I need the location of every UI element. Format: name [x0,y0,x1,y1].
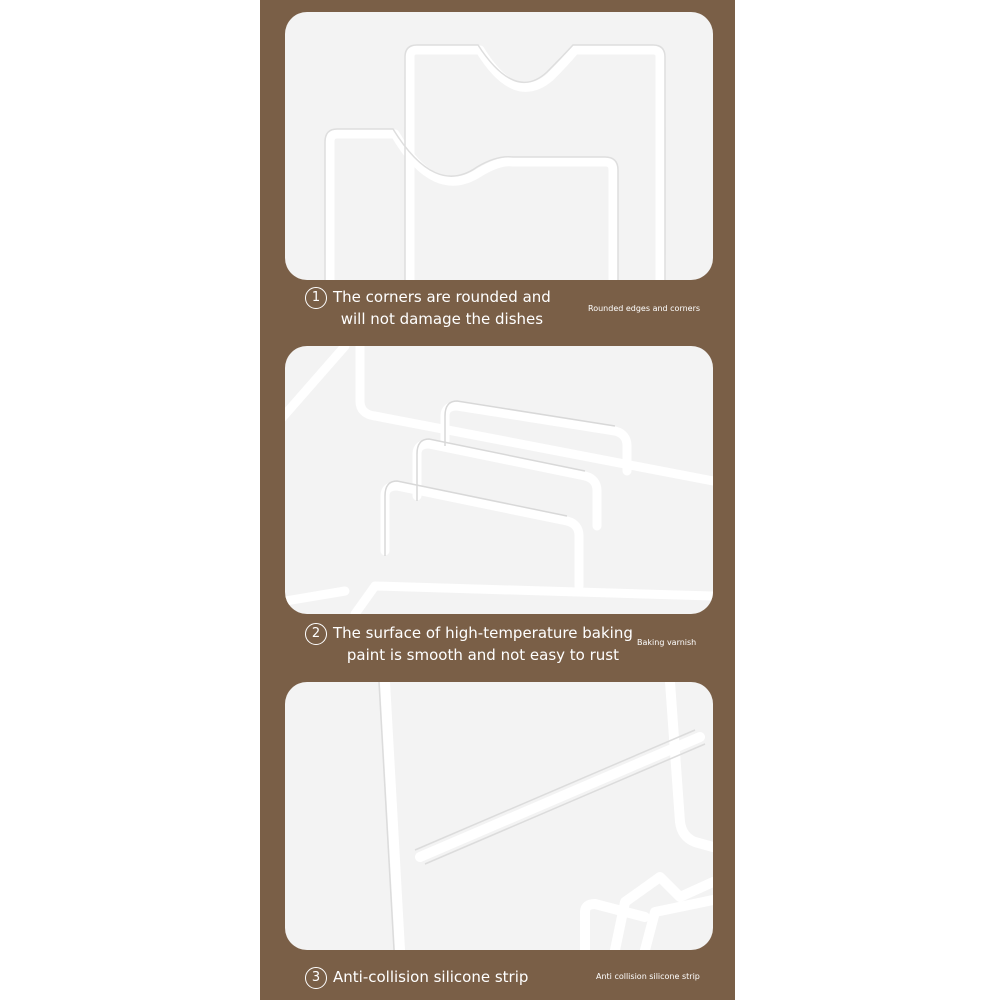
rack-illustration-3 [285,682,713,950]
photo-baking-varnish [285,346,713,614]
caption-1 [305,286,551,330]
number-badge-2: 2 [305,623,327,645]
rack-illustration-1 [285,12,713,280]
caption-1-line2: will not damage the dishes [340,310,544,328]
rack-illustration-2 [285,346,713,614]
caption-3 [305,966,528,989]
caption-3-line1: Anti-collision silicone strip [333,968,529,986]
side-label-1: Rounded edges and corners [588,304,701,313]
photo-rounded-corners [285,12,713,280]
photo-silicone-strip [285,682,713,950]
side-label-2: Baking varnish [637,638,697,647]
side-label-3: Anti collision silicone strip [596,972,700,981]
caption-2 [305,622,633,666]
caption-2-line2: paint is smooth and not easy to rust [346,646,619,664]
caption-1-line1: The corners are rounded and [333,288,551,306]
number-badge-1: 1 [305,287,327,309]
caption-2-line1: The surface of high-temperature baking [333,624,633,642]
number-badge-3: 3 [305,967,327,989]
